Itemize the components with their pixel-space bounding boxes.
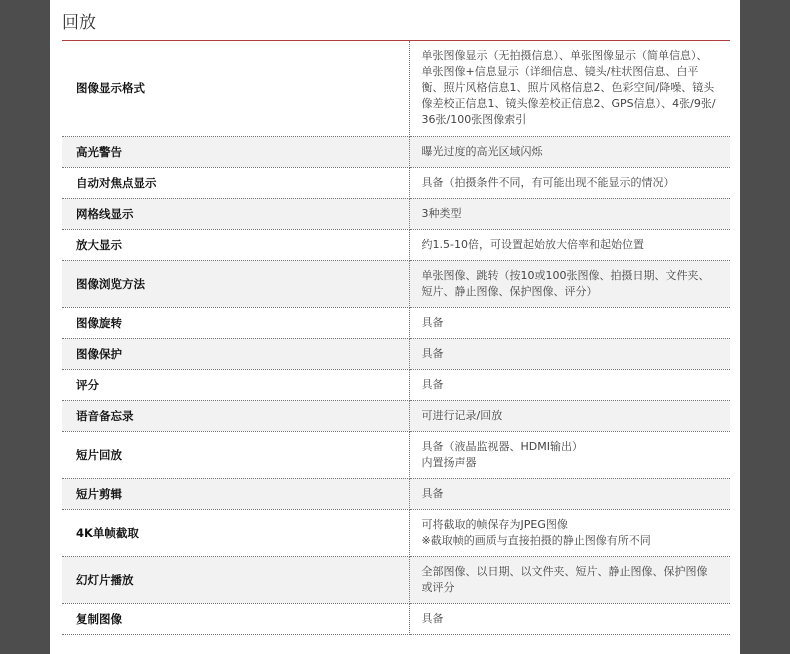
spec-label: 图像保护: [62, 338, 409, 369]
spec-value-line: ※截取帧的画质与直接拍摄的静止图像有所不同: [421, 533, 651, 547]
spec-value: [409, 136, 730, 167]
spec-value: [409, 41, 730, 136]
spec-value: [409, 431, 730, 478]
spec-value: [409, 338, 730, 369]
spec-label: 短片回放: [62, 431, 409, 478]
spec-row-grid-display: [62, 198, 730, 229]
spec-row-magnified-view: [62, 229, 730, 260]
spec-row-browsing-method: [62, 260, 730, 307]
spec-row-image-rotate: [62, 307, 730, 338]
spec-value-line: 可进行记录/回放: [421, 408, 503, 422]
spec-value-line: 3种类型: [421, 206, 462, 220]
spec-label: 评分: [62, 369, 409, 400]
spec-row-highlight-alert: [62, 136, 730, 167]
spec-value-line: 具备: [421, 315, 444, 329]
spec-label: 图像显示格式: [62, 41, 409, 136]
spec-value-line: 约1.5-10倍，可设置起始放大倍率和起始位置: [421, 237, 644, 251]
spec-row-movie-edit: [62, 478, 730, 509]
spec-value-line: 具备（液晶监视器、HDMI输出）: [421, 439, 583, 453]
spec-row-display-format: [62, 41, 730, 136]
spec-label: 图像浏览方法: [62, 260, 409, 307]
spec-label: 短片剪辑: [62, 478, 409, 509]
spec-value-line: 具备: [421, 346, 444, 360]
spec-value: [409, 229, 730, 260]
spec-value: [409, 603, 730, 634]
spec-label: 放大显示: [62, 229, 409, 260]
spec-row-4k-frame-grab: [62, 509, 730, 556]
spec-value: [409, 369, 730, 400]
spec-value-line: 单张图像显示（无拍摄信息）、单张图像显示（简单信息）、单张图像+信息显示（详细信息、镜头/柱状图信息、白平衡、照片风格信息1、照片风格信息2、色彩空间/降噪、镜头像差校正信息1、镜头像差校正信息2、GPS信息）、4张/9张/36张/100张图像索引: [421, 49, 716, 127]
spec-value-line: 可将截取的帧保存为JPEG图像: [421, 517, 568, 531]
spec-row-rating: [62, 369, 730, 400]
spec-label: 网格线显示: [62, 198, 409, 229]
spec-value: [409, 198, 730, 229]
spec-row-slide-show: [62, 556, 730, 603]
spec-value: [409, 400, 730, 431]
spec-value: [409, 556, 730, 603]
spec-value-line: 曝光过度的高光区域闪烁: [421, 144, 543, 158]
spec-row-movie-playback: [62, 431, 730, 478]
spec-label: 语音备忘录: [62, 400, 409, 431]
spec-row-voice-memo: [62, 400, 730, 431]
spec-label: 图像旋转: [62, 307, 409, 338]
spec-value-line: 具备: [421, 611, 444, 625]
spec-row-af-point-display: [62, 167, 730, 198]
spec-table: [62, 41, 730, 635]
spec-value: [409, 307, 730, 338]
spec-label: 幻灯片播放: [62, 556, 409, 603]
spec-row-image-copy: [62, 603, 730, 634]
spec-value-line: 具备: [421, 486, 444, 500]
spec-value-line: 单张图像、跳转（按10或100张图像、拍摄日期、文件夹、短片、静止图像、保护图像、评分）: [421, 268, 710, 298]
spec-value-line: 全部图像、以日期、以文件夹、短片、静止图像、保护图像或评分: [421, 564, 708, 594]
spec-label: 4K单帧截取: [62, 509, 409, 556]
spec-value-line: 内置扬声器: [421, 455, 477, 469]
spec-value: [409, 478, 730, 509]
spec-value: [409, 260, 730, 307]
spec-value-line: 具备: [421, 377, 444, 391]
spec-value-line: 具备（拍摄条件不同，有可能出现不能显示的情况）: [421, 175, 675, 189]
spec-value: [409, 167, 730, 198]
content-page: [50, 0, 740, 654]
spec-label: 高光警告: [62, 136, 409, 167]
spec-label: 自动对焦点显示: [62, 167, 409, 198]
spec-label: 复制图像: [62, 603, 409, 634]
spec-row-image-protect: [62, 338, 730, 369]
spec-value: [409, 509, 730, 556]
section-title: 回放: [62, 13, 96, 33]
